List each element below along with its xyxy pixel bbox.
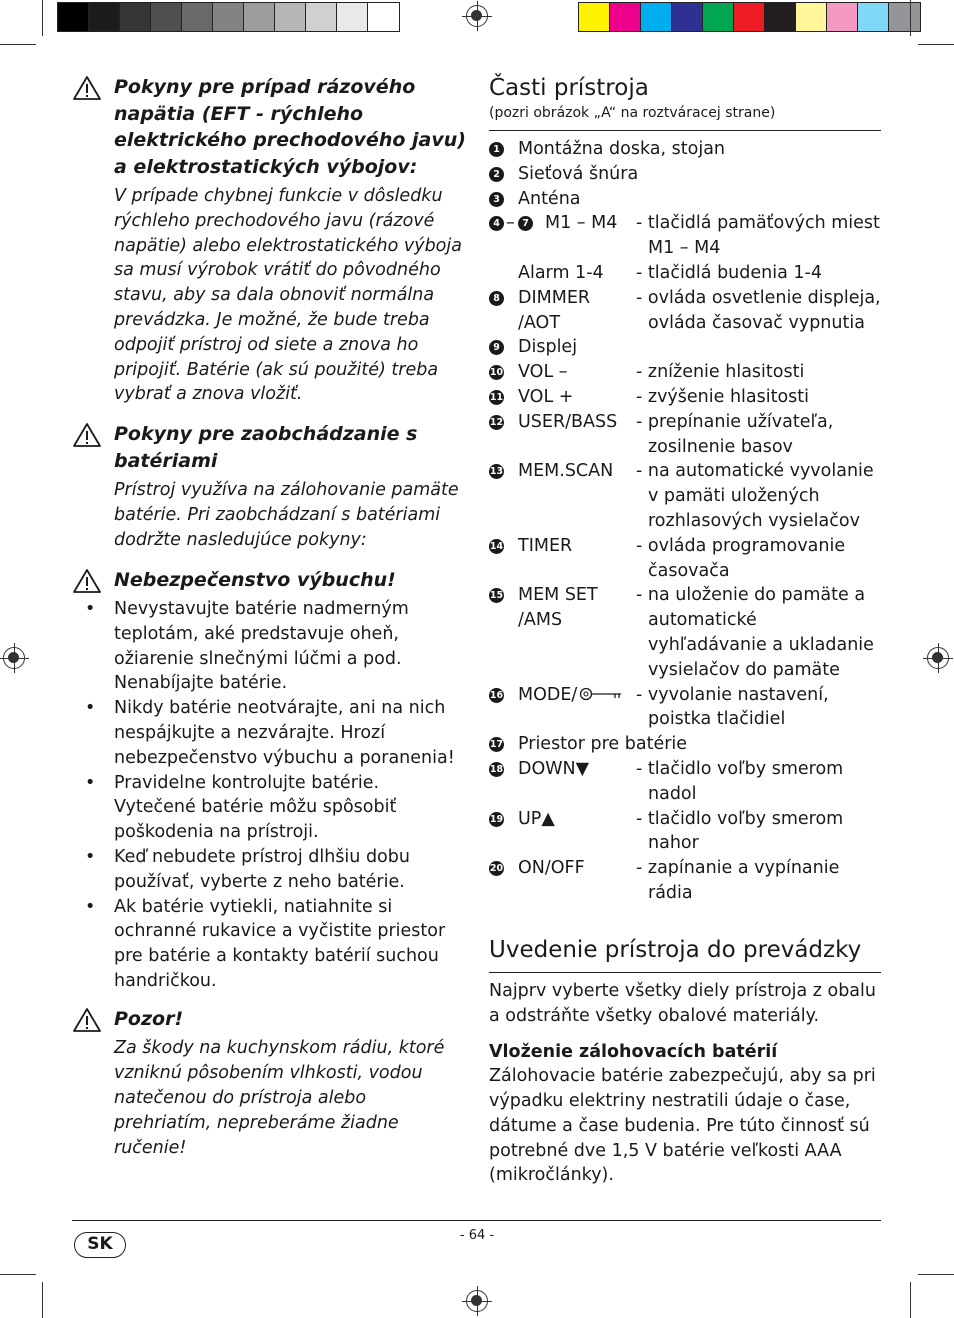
part-description: - tlačidlo voľby smerom nadol (636, 758, 844, 804)
part-description: - tlačidlá budenia 1-4 (636, 262, 822, 283)
section-divider (489, 972, 881, 973)
backup-battery-text: Zálohovacie batérie zabezpečujú, aby sa pri výpadku elektriny nestratili údaje o čase, dátume a čase budenia. Pre túto činnosť sú potrebné dve 1,5 V batérie veľkosti AAA (mikročlánky). (489, 1066, 876, 1186)
part-number-badge: 15 (489, 590, 504, 602)
part-number-badge: 18 (489, 763, 504, 775)
part-row (489, 583, 881, 682)
crop-mark (918, 44, 954, 45)
part-name (518, 459, 636, 533)
part-name-text: VOL + (518, 386, 574, 407)
part-name-text: Sieťová šnúra (518, 163, 639, 184)
part-name-text: DIMMER /AOT (518, 287, 591, 333)
registration-mark-icon (927, 647, 949, 669)
crop-mark (910, 0, 911, 36)
color-swatch (889, 3, 920, 31)
part-row (489, 286, 881, 336)
part-description: - zvýšenie hlasitosti (636, 386, 810, 407)
gray-swatch (182, 3, 213, 31)
part-row (489, 187, 881, 212)
warning-heading (72, 1006, 466, 1033)
process-color-bar (578, 2, 921, 32)
part-number-badge: 9 (489, 340, 504, 355)
part-number-badge: 14 (489, 540, 504, 552)
part-name-text: UP▲ (518, 808, 555, 829)
explosion-warning (72, 567, 466, 994)
registration-mark-icon (3, 647, 25, 669)
backup-battery-heading: Vloženie zálohovacích batérií (489, 1042, 778, 1063)
part-row (489, 261, 881, 286)
part-number-badge: 3 (489, 192, 504, 207)
part-number-badge: 11 (489, 391, 504, 403)
gray-swatch (213, 3, 244, 31)
part-number-badge: 20 (489, 863, 504, 875)
part-name-text: DOWN▼ (518, 758, 590, 779)
part-number-badge: 12 (489, 416, 504, 428)
part-row (489, 757, 881, 807)
list-item: • Pravidelne kontrolujte batérie. Vytečené batérie môžu spôsobiť poškodenia na prístroji. (72, 771, 466, 845)
parts-list (489, 137, 881, 906)
part-row (489, 732, 881, 757)
part-name (518, 534, 636, 584)
color-swatch (827, 3, 858, 31)
color-swatch (796, 3, 827, 31)
warning-triangle-icon (72, 568, 102, 594)
warning-title: Nebezpečenstvo výbuchu! (114, 568, 396, 591)
part-name (545, 211, 636, 261)
gray-swatch (306, 3, 337, 31)
registration-mark-icon (466, 1290, 488, 1312)
warning-heading (72, 74, 466, 180)
part-number-badge: 1 (489, 142, 504, 157)
gray-swatch (275, 3, 306, 31)
part-name (518, 856, 636, 906)
part-description: - prepínanie užívateľa, zosilnenie basov (636, 411, 834, 457)
explosion-bullet-list (72, 597, 466, 994)
warning-heading (72, 421, 466, 474)
list-item: • Nikdy batérie neotvárajte, ani na nich nespájkujte a nezvárajte. Hrozí nebezpečenstvo výbuchu a poranenia! (72, 696, 466, 770)
part-description: - ovláda programovanie časovača (636, 535, 846, 581)
part-row (489, 162, 881, 187)
part-number-badge: 8 (489, 291, 504, 306)
part-name-text: Priestor pre batérie (518, 734, 688, 755)
part-number-badge: 7 (518, 216, 533, 231)
part-name-text: MEM.SCAN (518, 461, 614, 482)
caution-notice (72, 1006, 466, 1160)
gray-swatch (368, 3, 399, 31)
gray-swatch (244, 3, 275, 31)
part-row (489, 459, 881, 533)
startup-text: Najprv vyberte všetky diely prístroja z obalu a odstráňte všetky obalové materiály. (489, 980, 876, 1026)
eft-warning (72, 74, 466, 407)
part-description: - tlačidlo voľby smerom nahor (636, 808, 844, 854)
warning-heading (72, 567, 466, 594)
part-row (489, 807, 881, 857)
warning-text: Prístroj využíva na zálohovanie pamäte batérie. Pri zaobchádzaní s batériami dodržte nasledujúce pokyny: (114, 480, 459, 550)
part-name-text: Anténa (518, 188, 581, 209)
gray-swatch (89, 3, 120, 31)
warning-title: Pokyny pre prípad rázového napätia (EFT - rýchleho elektrického prechodového javu) a elektrostatických výbojov: (114, 76, 466, 178)
list-item: • Keď nebudete prístroj dlhšiu dobu používať, vyberte z neho batérie. (72, 845, 466, 895)
part-number-badge: 2 (489, 167, 504, 182)
part-description: - vyvolanie nastavení, poistka tlačidiel (636, 684, 829, 730)
part-number-badge: 13 (489, 466, 504, 478)
part-name-text: MEM SET /AMS (518, 585, 598, 631)
crop-mark (918, 1274, 954, 1275)
part-description: - tlačidlá pamäťových miest M1 – M4 (636, 213, 880, 259)
gray-swatch (120, 3, 151, 31)
color-swatch (672, 3, 703, 31)
part-number-badge: 19 (489, 813, 504, 825)
part-row (489, 211, 881, 261)
color-swatch (765, 3, 796, 31)
part-name (518, 261, 636, 286)
section-divider (489, 130, 881, 131)
part-name-text: USER/BASS (518, 411, 618, 432)
warning-title: Pokyny pre zaobchádzanie s batériami (114, 423, 418, 472)
part-description: - ovláda osvetlenie displeja, ovláda časovač vypnutia (636, 287, 881, 333)
crop-mark (42, 0, 43, 36)
language-badge: SK (74, 1232, 126, 1258)
part-description: - zníženie hlasitosti (636, 362, 805, 383)
color-swatch (734, 3, 765, 31)
list-item: • Ak batérie vytiekli, natiahnite si ochranné rukavice a vyčistite priestor pre batérie a kontakty batérií suchou handričkou. (72, 895, 466, 994)
registration-mark-icon (466, 5, 488, 27)
part-row (489, 856, 881, 906)
part-name-text: MODE/ (518, 684, 578, 705)
part-row (489, 683, 881, 733)
part-name-text: Montážna doska, stojan (518, 139, 726, 159)
part-name-text: TIMER (518, 535, 573, 556)
color-swatch (641, 3, 672, 31)
part-name (518, 583, 636, 682)
page-number: - 64 - (459, 1228, 495, 1243)
warning-triangle-icon (72, 1007, 102, 1033)
part-description: - zapínanie a vypínanie rádia (636, 858, 840, 903)
part-name (518, 187, 581, 212)
part-name (518, 360, 636, 385)
gray-swatch (337, 3, 368, 31)
part-name-text: M1 – M4 (545, 213, 618, 234)
part-name (518, 137, 725, 162)
part-name (518, 286, 636, 336)
part-row (489, 360, 881, 385)
part-name (518, 683, 636, 733)
color-swatch (703, 3, 734, 31)
part-name-text: ON/OFF (518, 858, 585, 879)
part-name (518, 385, 636, 410)
crop-mark (0, 44, 36, 45)
battery-handling-notice (72, 421, 466, 552)
part-number-badge: 16 (489, 689, 504, 701)
color-swatch (858, 3, 889, 31)
part-row (489, 137, 881, 162)
part-row (489, 385, 881, 410)
part-name (518, 162, 638, 187)
part-number-badge: 4 (489, 216, 504, 231)
part-name (518, 335, 577, 360)
warning-text: V prípade chybnej funkcie v dôsledku rýchleho prechodového javu (rázové napätie) alebo elektrostatického výboja sa musí výrobok vrátiť do pôvodného stavu, aby sa dala obnoviť normálna prevádzka. Je možné, že bude treba odpojiť prístroj od siete a znova ho pripojiť. Batérie (ak sú použité) treba vybrať a znova vložiť. (114, 186, 462, 405)
crop-mark (0, 1274, 36, 1275)
part-range-dash: – (506, 213, 515, 234)
part-description: - na uloženie do pamäte a automatické vyhľadávanie a ukladanie vysielačov do pamäte (636, 585, 874, 680)
right-column (489, 74, 881, 1188)
key-icon (579, 686, 623, 702)
part-number-badge: 17 (489, 739, 504, 751)
part-name-text: Alarm 1-4 (518, 262, 604, 283)
footer-divider (72, 1220, 881, 1221)
part-row (489, 410, 881, 460)
parts-subtitle: (pozri obrázok „A“ na roztváracej strane) (489, 105, 776, 121)
warning-triangle-icon (72, 422, 102, 448)
warning-triangle-icon (72, 75, 102, 101)
color-swatch (579, 3, 610, 31)
list-item: • Nevystavujte batérie nadmerným teplotám, aké predstavuje oheň, ožiarenie slnečnými lúčmi a pod. Nenabíjajte batérie. (72, 597, 466, 696)
part-description: - na automatické vyvolanie v pamäti uložených rozhlasových vysielačov (636, 461, 874, 531)
part-name-text: Displej (518, 337, 578, 358)
gray-swatch (151, 3, 182, 31)
warning-text: Za škody na kuchynskom rádiu, ktoré vzniknú pôsobením vlhkosti, vodou natečenou do prístroja alebo prehriatím, nepreberáme žiadne ručenie! (114, 1038, 445, 1158)
part-name (518, 732, 687, 757)
gray-swatch (58, 3, 89, 31)
part-number-badge: 10 (489, 367, 504, 379)
part-row (489, 335, 881, 360)
part-name (518, 807, 636, 857)
gray-color-bar (57, 2, 400, 32)
warning-title: Pozor! (114, 1007, 184, 1030)
left-column (72, 74, 466, 1174)
part-name (518, 410, 636, 460)
part-name-text: VOL – (518, 362, 568, 383)
parts-heading: Časti prístroja (489, 75, 649, 101)
crop-mark (42, 1282, 43, 1318)
color-swatch (610, 3, 641, 31)
crop-mark (910, 1282, 911, 1318)
part-name (518, 757, 636, 807)
startup-heading: Uvedenie prístroja do prevádzky (489, 936, 862, 963)
part-row (489, 534, 881, 584)
